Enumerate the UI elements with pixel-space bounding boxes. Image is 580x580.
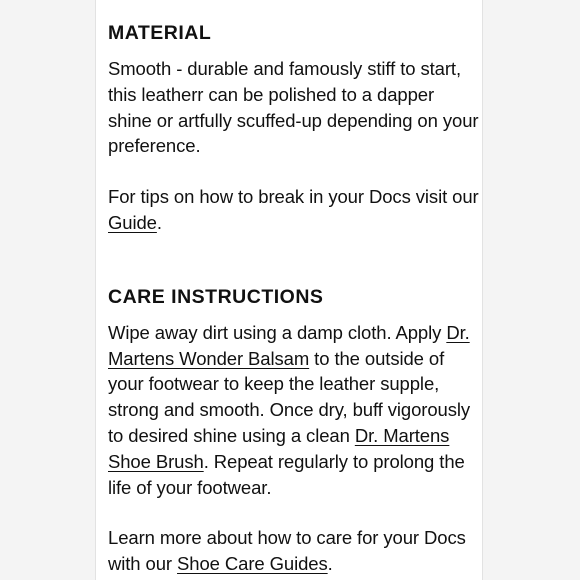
care-guides-note — [108, 525, 480, 577]
product-details-content — [108, 22, 480, 577]
care-text-part-2: to the outside of your footwear to keep the leather supple, strong and smooth. Once dry, buff vigorously to desired shine using a clean — [108, 347, 471, 446]
care-text-part-1: Wipe away dirt using a damp cloth. Apply — [108, 321, 447, 343]
care-guides-end: . — [327, 553, 333, 575]
material-description: Smooth - durable and famously stiff to start, this leatherr can be polished to a dapper shine or artfully scuffed-up depending on your preference. — [108, 58, 479, 157]
shoe-care-guides-link[interactable]: Shoe Care Guides — [177, 553, 328, 575]
material-heading: MATERIAL — [108, 22, 212, 44]
break-in-tips — [108, 184, 480, 236]
care-guides-text: Learn more about how to care for your Docs with our — [108, 527, 466, 575]
product-details-panel — [95, 0, 483, 580]
care-text-part-3: . Repeat regularly to prolong the life of your footwear. — [108, 450, 465, 498]
care-instructions-heading: CARE INSTRUCTIONS — [108, 285, 324, 308]
care-instructions-text — [108, 320, 480, 501]
break-in-tips-end: . — [156, 211, 162, 233]
guide-link[interactable]: Guide — [108, 211, 157, 233]
wonder-balsam-link[interactable]: Dr. Martens Wonder Balsam — [108, 321, 470, 369]
shoe-brush-link[interactable]: Dr. Martens Shoe Brush — [108, 424, 450, 472]
break-in-tips-text: For tips on how to break in your Docs visit our — [108, 186, 479, 208]
